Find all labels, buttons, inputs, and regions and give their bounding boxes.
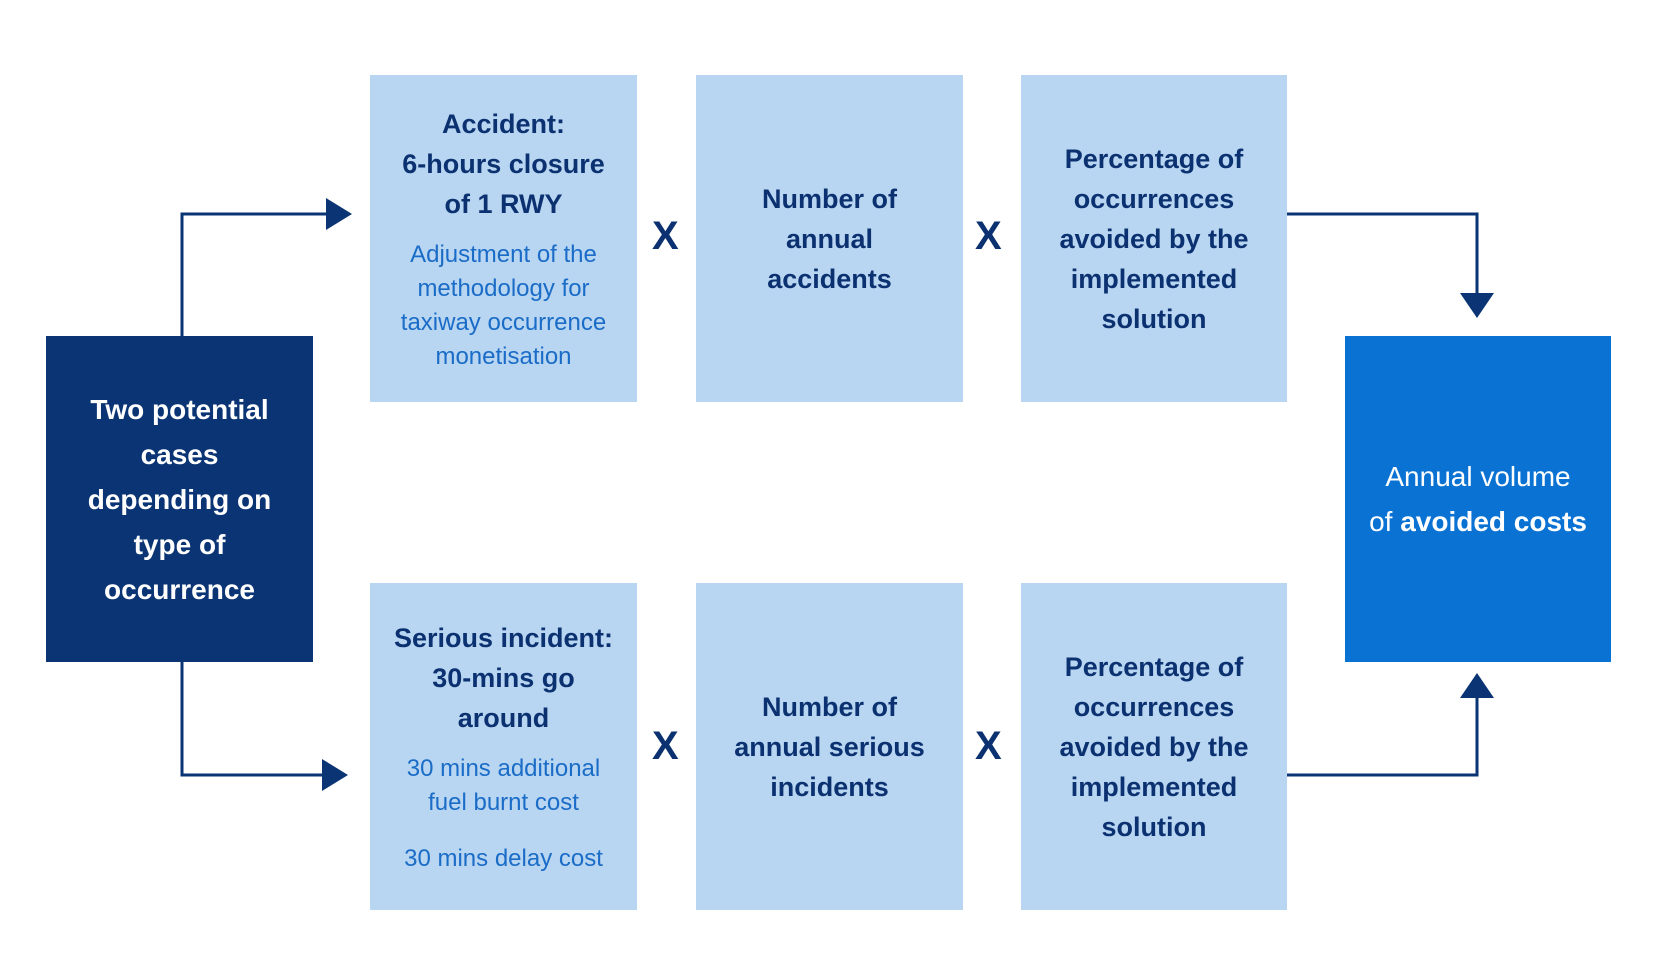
- arrow-to-incident: [182, 662, 325, 775]
- incident-case-note-fuel: 30 mins additional fuel burnt cost: [406, 754, 601, 816]
- accident-count-label: Number of annual accidents: [762, 183, 897, 294]
- accident-percentage-box: [1021, 75, 1287, 402]
- multiply-sign: X: [652, 724, 679, 768]
- incident-count-label: Number of annual serious incidents: [734, 691, 925, 802]
- arrowhead-result-top: [1460, 293, 1494, 318]
- arrow-incident-to-result: [1287, 692, 1477, 775]
- accident-case-note: Adjustment of the methodology for taxiway occurrence monetisation: [400, 240, 607, 370]
- incident-count-box: [696, 583, 963, 910]
- result-box: [1345, 336, 1611, 662]
- incident-percentage-box: [1021, 583, 1287, 910]
- multiply-sign: X: [975, 724, 1002, 768]
- source-box: [46, 336, 313, 662]
- accident-case-title: Accident: 6-hours closure of 1 RWY: [402, 108, 605, 219]
- arrowhead-incident: [322, 759, 348, 791]
- arrowhead-accident: [326, 198, 352, 230]
- arrow-accident-to-result: [1287, 214, 1477, 295]
- source-label: Two potential cases depending on type of occurrence: [87, 393, 272, 605]
- incident-case-title: Serious incident: 30-mins go around: [393, 622, 614, 733]
- result-emphasis: avoided costs: [1400, 506, 1587, 537]
- incident-case-note-delay: 30 mins delay cost: [404, 844, 603, 872]
- accident-percentage-label: Percentage of occurrences avoided by the implemented solution: [1059, 143, 1249, 334]
- multiply-sign: X: [652, 214, 679, 258]
- accident-count-box: [696, 75, 963, 402]
- result-label: [1369, 454, 1587, 544]
- incident-percentage-label: Percentage of occurrences avoided by the implemented solution: [1059, 651, 1249, 842]
- arrow-to-accident: [182, 214, 330, 336]
- multiply-sign: X: [975, 214, 1002, 258]
- accident-case-box: [370, 75, 637, 402]
- incident-case-box: [370, 583, 637, 910]
- arrowhead-result-bottom: [1460, 673, 1494, 698]
- result-prefix: Annual volume of: [1369, 461, 1571, 537]
